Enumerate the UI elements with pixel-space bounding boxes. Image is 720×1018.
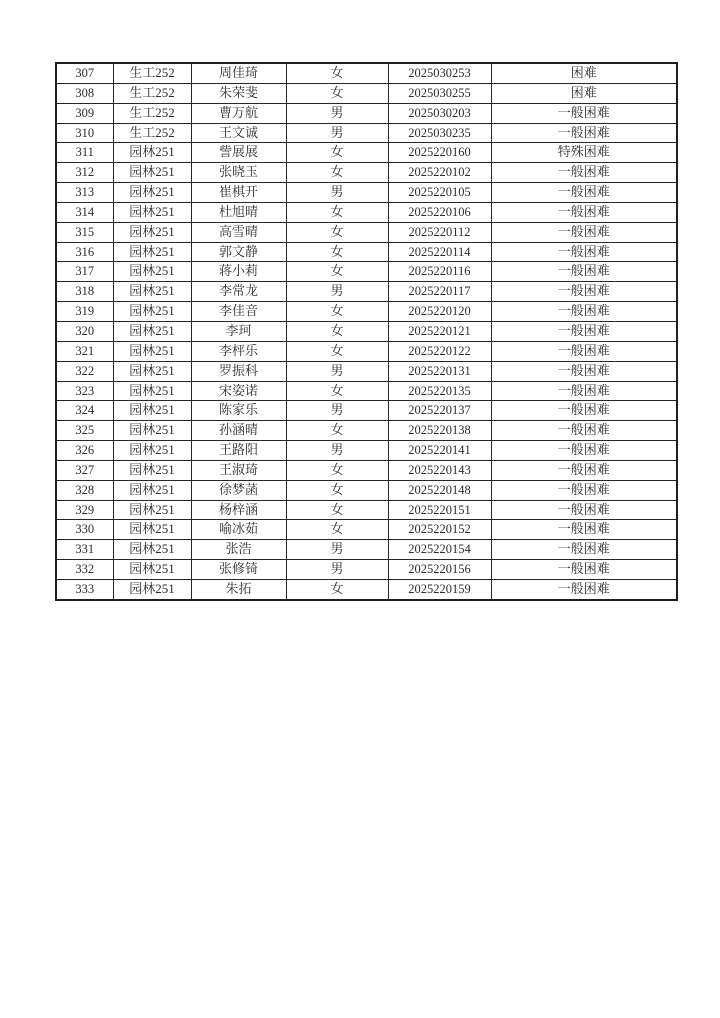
cell-status: 一般困难 <box>491 480 677 500</box>
cell-name: 朱荣斐 <box>191 83 286 103</box>
student-table-body <box>56 63 677 600</box>
cell-index: 328 <box>56 480 113 500</box>
cell-class: 园林251 <box>113 540 191 560</box>
table-row <box>56 183 677 203</box>
cell-gender: 女 <box>286 163 388 183</box>
cell-gender: 女 <box>286 480 388 500</box>
cell-student-id: 2025220151 <box>388 500 491 520</box>
cell-gender: 女 <box>286 302 388 322</box>
cell-name: 李常龙 <box>191 282 286 302</box>
cell-status: 一般困难 <box>491 540 677 560</box>
cell-status: 一般困难 <box>491 441 677 461</box>
cell-student-id: 2025220120 <box>388 302 491 322</box>
cell-index: 308 <box>56 83 113 103</box>
cell-gender: 女 <box>286 460 388 480</box>
cell-index: 317 <box>56 262 113 282</box>
cell-class: 园林251 <box>113 341 191 361</box>
cell-index: 333 <box>56 579 113 599</box>
cell-index: 319 <box>56 302 113 322</box>
table-row <box>56 520 677 540</box>
cell-name: 王路阳 <box>191 441 286 461</box>
cell-class: 生工252 <box>113 123 191 143</box>
cell-index: 326 <box>56 441 113 461</box>
cell-index: 323 <box>56 381 113 401</box>
cell-name: 朱拓 <box>191 579 286 599</box>
cell-class: 园林251 <box>113 262 191 282</box>
cell-gender: 男 <box>286 282 388 302</box>
cell-class: 园林251 <box>113 520 191 540</box>
table-row <box>56 63 677 83</box>
cell-status: 一般困难 <box>491 302 677 322</box>
cell-index: 331 <box>56 540 113 560</box>
table-row <box>56 480 677 500</box>
cell-gender: 男 <box>286 103 388 123</box>
cell-status: 一般困难 <box>491 183 677 203</box>
cell-name: 徐梦菡 <box>191 480 286 500</box>
cell-class: 园林251 <box>113 560 191 580</box>
cell-student-id: 2025220159 <box>388 579 491 599</box>
cell-student-id: 2025220135 <box>388 381 491 401</box>
cell-status: 一般困难 <box>491 341 677 361</box>
table-row <box>56 321 677 341</box>
cell-class: 生工252 <box>113 63 191 83</box>
cell-gender: 男 <box>286 540 388 560</box>
cell-gender: 女 <box>286 520 388 540</box>
cell-status: 一般困难 <box>491 361 677 381</box>
cell-name: 张修锜 <box>191 560 286 580</box>
table-row <box>56 83 677 103</box>
cell-class: 园林251 <box>113 579 191 599</box>
cell-student-id: 2025220160 <box>388 143 491 163</box>
table-row <box>56 460 677 480</box>
table-row <box>56 202 677 222</box>
cell-gender: 男 <box>286 560 388 580</box>
cell-name: 訾展展 <box>191 143 286 163</box>
cell-class: 园林251 <box>113 480 191 500</box>
cell-class: 园林251 <box>113 441 191 461</box>
cell-class: 园林251 <box>113 143 191 163</box>
cell-class: 园林251 <box>113 421 191 441</box>
cell-gender: 女 <box>286 321 388 341</box>
cell-index: 332 <box>56 560 113 580</box>
cell-index: 307 <box>56 63 113 83</box>
table-row <box>56 421 677 441</box>
cell-student-id: 2025220148 <box>388 480 491 500</box>
cell-class: 园林251 <box>113 282 191 302</box>
cell-name: 杜旭晴 <box>191 202 286 222</box>
table-row <box>56 302 677 322</box>
cell-student-id: 2025220138 <box>388 421 491 441</box>
cell-status: 一般困难 <box>491 500 677 520</box>
cell-index: 322 <box>56 361 113 381</box>
cell-student-id: 2025220154 <box>388 540 491 560</box>
cell-class: 园林251 <box>113 361 191 381</box>
table-row <box>56 560 677 580</box>
cell-index: 312 <box>56 163 113 183</box>
cell-gender: 女 <box>286 421 388 441</box>
cell-status: 一般困难 <box>491 202 677 222</box>
cell-index: 318 <box>56 282 113 302</box>
cell-status: 一般困难 <box>491 421 677 441</box>
table-row <box>56 500 677 520</box>
cell-gender: 男 <box>286 361 388 381</box>
cell-status: 一般困难 <box>491 579 677 599</box>
cell-student-id: 2025220143 <box>388 460 491 480</box>
cell-class: 园林251 <box>113 381 191 401</box>
cell-student-id: 2025220105 <box>388 183 491 203</box>
cell-status: 困难 <box>491 83 677 103</box>
cell-class: 园林251 <box>113 242 191 262</box>
cell-gender: 女 <box>286 222 388 242</box>
cell-status: 一般困难 <box>491 282 677 302</box>
student-table <box>55 62 678 601</box>
table-row <box>56 143 677 163</box>
cell-status: 一般困难 <box>491 242 677 262</box>
cell-class: 园林251 <box>113 500 191 520</box>
cell-index: 311 <box>56 143 113 163</box>
cell-name: 王文诚 <box>191 123 286 143</box>
cell-gender: 男 <box>286 401 388 421</box>
cell-gender: 女 <box>286 381 388 401</box>
cell-student-id: 2025030253 <box>388 63 491 83</box>
cell-class: 园林251 <box>113 183 191 203</box>
cell-class: 园林251 <box>113 202 191 222</box>
cell-name: 李佳音 <box>191 302 286 322</box>
cell-name: 周佳琦 <box>191 63 286 83</box>
table-row <box>56 341 677 361</box>
cell-name: 喻冰茹 <box>191 520 286 540</box>
cell-student-id: 2025220137 <box>388 401 491 421</box>
cell-name: 杨梓涵 <box>191 500 286 520</box>
cell-gender: 女 <box>286 262 388 282</box>
cell-class: 园林251 <box>113 401 191 421</box>
cell-index: 310 <box>56 123 113 143</box>
cell-status: 一般困难 <box>491 321 677 341</box>
cell-index: 330 <box>56 520 113 540</box>
cell-gender: 男 <box>286 441 388 461</box>
cell-name: 张晓玉 <box>191 163 286 183</box>
cell-status: 一般困难 <box>491 381 677 401</box>
cell-name: 蒋小莉 <box>191 262 286 282</box>
cell-name: 张浩 <box>191 540 286 560</box>
cell-status: 一般困难 <box>491 163 677 183</box>
cell-name: 孙涵晴 <box>191 421 286 441</box>
cell-index: 316 <box>56 242 113 262</box>
table-row <box>56 222 677 242</box>
cell-student-id: 2025030255 <box>388 83 491 103</box>
table-row <box>56 361 677 381</box>
cell-gender: 女 <box>286 143 388 163</box>
table-row <box>56 441 677 461</box>
cell-name: 陈家乐 <box>191 401 286 421</box>
cell-index: 329 <box>56 500 113 520</box>
cell-gender: 女 <box>286 579 388 599</box>
cell-student-id: 2025220112 <box>388 222 491 242</box>
cell-gender: 女 <box>286 63 388 83</box>
cell-index: 320 <box>56 321 113 341</box>
cell-student-id: 2025220106 <box>388 202 491 222</box>
cell-student-id: 2025030235 <box>388 123 491 143</box>
cell-name: 曹万航 <box>191 103 286 123</box>
cell-student-id: 2025220116 <box>388 262 491 282</box>
cell-status: 一般困难 <box>491 520 677 540</box>
cell-status: 一般困难 <box>491 401 677 421</box>
cell-status: 困难 <box>491 63 677 83</box>
cell-gender: 男 <box>286 123 388 143</box>
cell-index: 325 <box>56 421 113 441</box>
cell-student-id: 2025220102 <box>388 163 491 183</box>
cell-name: 高雪晴 <box>191 222 286 242</box>
table-row <box>56 163 677 183</box>
table-row <box>56 262 677 282</box>
cell-class: 园林251 <box>113 163 191 183</box>
table-row <box>56 381 677 401</box>
table-row <box>56 103 677 123</box>
cell-class: 园林251 <box>113 302 191 322</box>
cell-status: 一般困难 <box>491 262 677 282</box>
cell-gender: 女 <box>286 242 388 262</box>
cell-status: 一般困难 <box>491 103 677 123</box>
cell-class: 生工252 <box>113 103 191 123</box>
table-row <box>56 282 677 302</box>
cell-status: 一般困难 <box>491 560 677 580</box>
table-row <box>56 242 677 262</box>
cell-student-id: 2025220122 <box>388 341 491 361</box>
table-row <box>56 579 677 599</box>
cell-status: 一般困难 <box>491 222 677 242</box>
cell-name: 李珂 <box>191 321 286 341</box>
cell-index: 315 <box>56 222 113 242</box>
cell-student-id: 2025220156 <box>388 560 491 580</box>
table-row <box>56 540 677 560</box>
cell-class: 园林251 <box>113 460 191 480</box>
cell-index: 321 <box>56 341 113 361</box>
cell-name: 宋姿诺 <box>191 381 286 401</box>
cell-name: 崔棋开 <box>191 183 286 203</box>
cell-name: 郭文静 <box>191 242 286 262</box>
cell-student-id: 2025220117 <box>388 282 491 302</box>
cell-gender: 女 <box>286 83 388 103</box>
cell-student-id: 2025220121 <box>388 321 491 341</box>
cell-index: 309 <box>56 103 113 123</box>
cell-status: 一般困难 <box>491 460 677 480</box>
cell-name: 李枰乐 <box>191 341 286 361</box>
cell-student-id: 2025220114 <box>388 242 491 262</box>
cell-class: 园林251 <box>113 321 191 341</box>
cell-gender: 女 <box>286 500 388 520</box>
cell-student-id: 2025030203 <box>388 103 491 123</box>
cell-class: 园林251 <box>113 222 191 242</box>
cell-student-id: 2025220141 <box>388 441 491 461</box>
cell-index: 313 <box>56 183 113 203</box>
table-row <box>56 123 677 143</box>
cell-name: 罗振科 <box>191 361 286 381</box>
cell-gender: 女 <box>286 202 388 222</box>
cell-gender: 女 <box>286 341 388 361</box>
cell-status: 一般困难 <box>491 123 677 143</box>
cell-name: 王淑琦 <box>191 460 286 480</box>
cell-index: 327 <box>56 460 113 480</box>
cell-class: 生工252 <box>113 83 191 103</box>
cell-index: 324 <box>56 401 113 421</box>
cell-status: 特殊困难 <box>491 143 677 163</box>
cell-student-id: 2025220152 <box>388 520 491 540</box>
cell-index: 314 <box>56 202 113 222</box>
table-row <box>56 401 677 421</box>
cell-gender: 男 <box>286 183 388 203</box>
cell-student-id: 2025220131 <box>388 361 491 381</box>
